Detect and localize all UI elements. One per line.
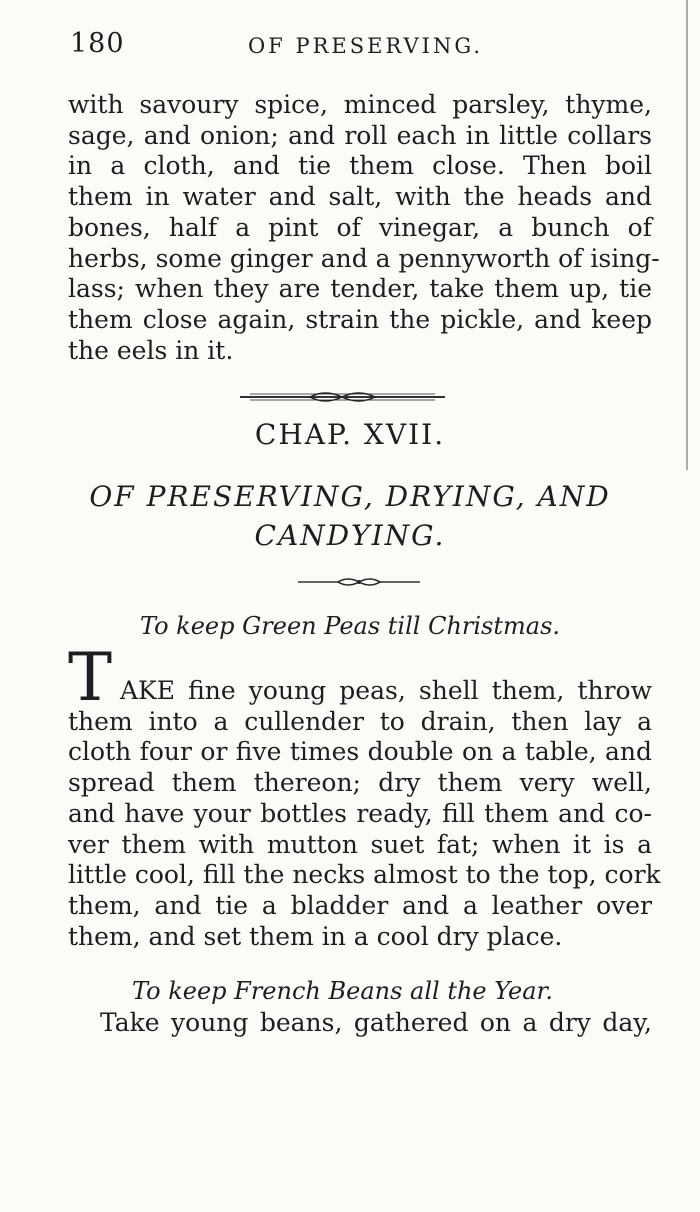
text-line: them close again, strain the pickle, and keep (68, 304, 652, 334)
text-line: with savoury spice, minced parsley, thyme, (68, 90, 652, 119)
text-line: AKE fine young peas, shell them, throw (120, 676, 652, 705)
chapter-title (0, 477, 700, 555)
text-line: sage, and onion; and roll each in little collars (68, 120, 652, 150)
text-line: bones, half a pint of vinegar, a bunch of (68, 212, 652, 242)
text-line: Take young beans, gathered on a dry day, (100, 1008, 652, 1037)
continuation-paragraph (68, 90, 660, 366)
ornamental-rule (240, 389, 445, 405)
recipe-title: To keep French Beans all the Year. (132, 977, 553, 1005)
text-line: the eels in it. (68, 335, 234, 365)
text-line: them, and set them in a cool dry place. (68, 921, 563, 951)
chapter-title-line: CANDYING. (254, 519, 446, 552)
page-edge-line (686, 0, 688, 470)
text-line: lass; when they are tender, take them up, tie (68, 274, 652, 304)
chapter-title-line: OF PRESERVING, DRYING, AND (89, 480, 611, 513)
text-line: herbs, some ginger and a pennyworth of ising- (68, 243, 660, 273)
text-line: them in water and salt, with the heads and (68, 182, 652, 212)
chapter-number: CHAP. XVII. (254, 418, 446, 451)
text-line: cloth four or five times double on a table, and (68, 737, 652, 767)
recipe-paragraph (100, 1008, 652, 1039)
drop-cap: T (68, 639, 113, 716)
text-line: ver them with mutton suet fat; when it is a (68, 829, 652, 859)
running-title: OF PRESERVING. (248, 34, 484, 58)
text-line: and have your bottles ready, fill them and co- (68, 798, 652, 828)
text-line: little cool, fill the necks almost to the top, cork (68, 860, 661, 890)
text-line: spread them thereon; dry them very well, (68, 768, 652, 798)
text-line: them into a cullender to drain, then lay a (68, 706, 652, 736)
text-line: them, and tie a bladder and a leather over (68, 890, 652, 920)
page-number: 180 (70, 28, 125, 59)
ornament-divider (298, 575, 420, 589)
recipe-paragraph (68, 676, 661, 952)
text-line: in a cloth, and tie them close. Then boil (68, 151, 652, 181)
running-head (70, 28, 630, 68)
recipe-title: To keep Green Peas till Christmas. (139, 612, 561, 640)
